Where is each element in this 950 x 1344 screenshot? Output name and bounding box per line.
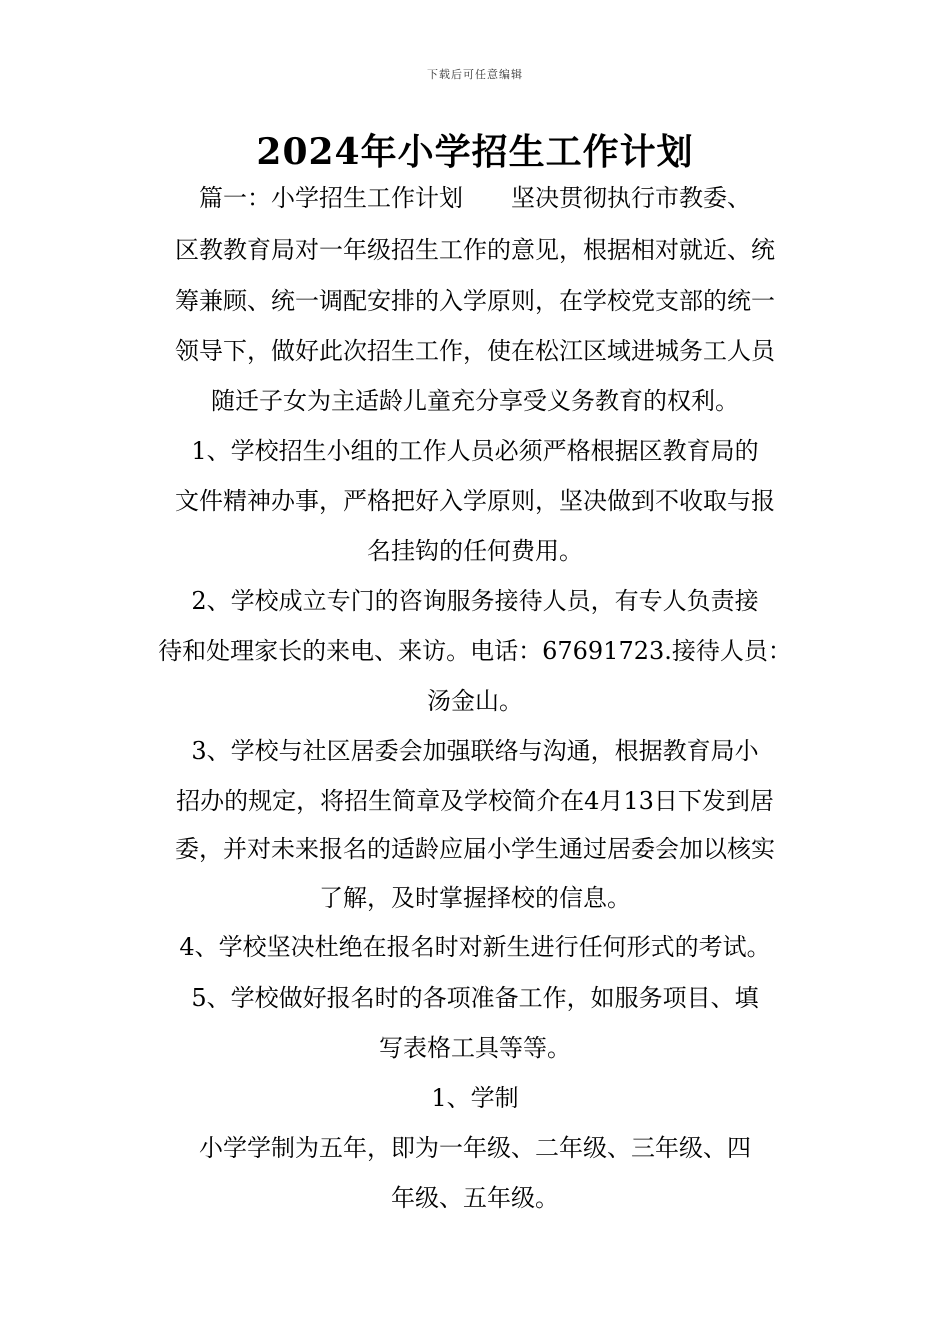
body-line: 5、学校做好报名时的各项准备工作，如服务项目、填 [191,984,759,1012]
body-line: 2、学校成立专门的咨询服务接待人员，有专人负责接 [191,587,759,615]
body-line: 1、学校招生小组的工作人员必须严格根据区教育局的 [191,437,759,465]
body-line: 汤金山。 [427,687,523,715]
body-line: 领导下，做好此次招生工作，使在松江区域进城务工人员 [175,337,775,365]
body-line: 小学学制为五年，即为一年级、二年级、三年级、四 [199,1134,751,1162]
body-line: 4、学校坚决杜绝在报名时对新生进行任何形式的考试。 [179,933,771,961]
body-line: 年级、五年级。 [391,1184,559,1212]
body-line: 了解，及时掌握择校的信息。 [319,884,631,912]
document-title: 2024年小学招生工作计划 [256,131,694,173]
body-line: 篇一：小学招生工作计划 坚决贯彻执行市教委、 [199,184,751,212]
body-line: 写表格工具等等。 [379,1034,571,1062]
body-line: 名挂钩的任何费用。 [367,537,583,565]
section-heading: 1、学制 [431,1084,519,1112]
body-line: 区教教育局对一年级招生工作的意见，根据相对就近、统 [175,236,775,264]
body-line: 招办的规定，将招生简章及学校简介在4月13日下发到居 [176,787,774,815]
body-line: 委，并对未来报名的适龄应届小学生通过居委会加以核实 [175,835,775,863]
body-line: 随迁子女为主适龄儿童充分享受义务教育的权利。 [211,387,739,415]
body-line: 3、学校与社区居委会加强联络与沟通，根据教育局小 [191,737,759,765]
header-note: 下载后可任意编辑 [427,68,523,81]
body-line: 筹兼顾、统一调配安排的入学原则，在学校党支部的统一 [175,287,775,315]
body-line: 文件精神办事，严格把好入学原则，坚决做到不收取与报 [175,487,775,515]
body-line: 待和处理家长的来电、来访。电话：67691723.接待人员： [158,637,792,665]
